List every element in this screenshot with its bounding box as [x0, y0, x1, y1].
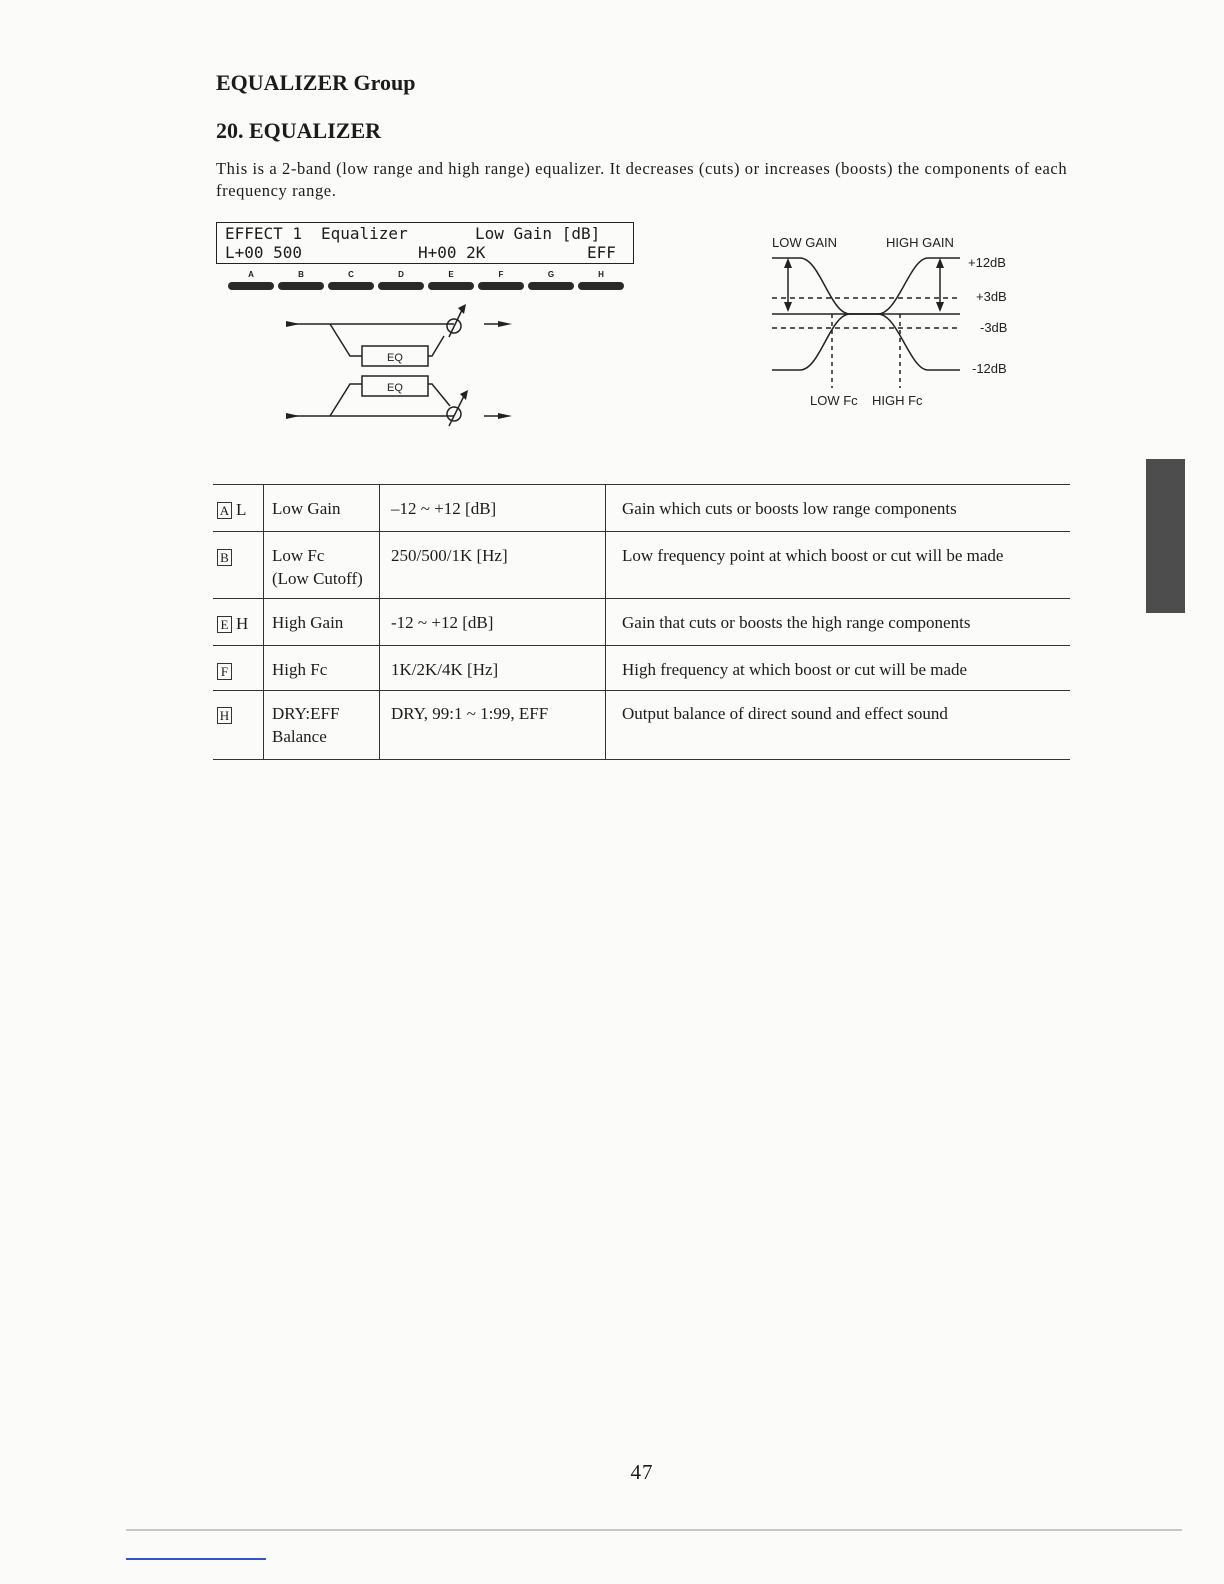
- lcd-row-1: [225, 224, 633, 243]
- low-gain-label: LOW GAIN: [772, 235, 838, 250]
- param-name-cell: [264, 599, 380, 646]
- knob-bar: [478, 282, 524, 290]
- param-name-cell: [264, 646, 380, 691]
- lcd-param-name: Low Gain [dB]: [475, 224, 601, 243]
- boost-curve: [772, 258, 960, 314]
- param-description: High frequency at which boost or cut will be made: [622, 660, 968, 679]
- db-level-label: -12dB: [972, 361, 1007, 376]
- lcd-low-value: L+00 500: [225, 243, 303, 262]
- knob-letter: A: [248, 270, 254, 279]
- param-name: Low Fc: [272, 546, 325, 565]
- param-name: Low Gain: [272, 499, 341, 518]
- param-key-box: F: [217, 663, 232, 680]
- knob-letter: F: [498, 270, 504, 279]
- db-level-label: +12dB: [968, 255, 1006, 270]
- lcd-effect-number: EFFECT 1: [225, 224, 303, 243]
- knob-h[interactable]: [578, 270, 624, 290]
- eq-block-upper-label: EQ: [387, 352, 403, 364]
- param-key-box: B: [217, 549, 232, 566]
- param-name: High Gain: [272, 613, 344, 632]
- knob-d[interactable]: [378, 270, 424, 290]
- param-key-cell: [213, 691, 264, 760]
- knob-letter: B: [298, 270, 304, 279]
- param-range: 1K/2K/4K [Hz]: [380, 646, 606, 691]
- param-key-box: H: [217, 707, 232, 724]
- param-name-cell: [264, 691, 380, 760]
- param-key-cell: [213, 532, 264, 599]
- knob-c[interactable]: [328, 270, 374, 290]
- effect-title: 20. EQUALIZER: [216, 118, 382, 143]
- eq-block-lower-label: EQ: [387, 382, 403, 394]
- knob-bar: [578, 282, 624, 290]
- arrowhead: [286, 413, 300, 419]
- arrowhead: [784, 302, 792, 312]
- knob-row: [228, 270, 628, 296]
- knob-letter: D: [398, 270, 404, 279]
- table-row: [213, 691, 1070, 760]
- db-level-label: +3dB: [976, 289, 1007, 304]
- param-key-cell: [213, 599, 264, 646]
- knob-bar: [278, 282, 324, 290]
- mixer-lower-slash: [449, 396, 464, 426]
- param-range: DRY, 99:1 ~ 1:99, EFF: [380, 691, 606, 760]
- table-row: [213, 599, 1070, 646]
- mixer-lower: [447, 407, 461, 421]
- arrowhead: [498, 413, 512, 419]
- intro-paragraph: This is a 2-band (low range and high range) equalizer. It decreases (cuts) or increases (boosts) the components of each frequency range.: [216, 159, 1068, 200]
- param-range: 250/500/1K [Hz]: [380, 532, 606, 599]
- section-group-heading: EQUALIZER Group: [216, 70, 416, 95]
- param-range: -12 ~ +12 [dB]: [380, 599, 606, 646]
- bottom-rule: [126, 1529, 1182, 1531]
- signal-flow-diagram: [282, 302, 512, 432]
- bottom-link-underline: [126, 1558, 266, 1560]
- param-key-cell: [213, 485, 264, 532]
- knob-letter: E: [448, 270, 454, 279]
- param-name: DRY:EFF: [272, 704, 340, 723]
- high-fc-label: HIGH Fc: [872, 393, 923, 408]
- knob-letter: H: [598, 270, 604, 279]
- param-description: Gain that cuts or boosts the high range components: [622, 613, 971, 632]
- knob-a[interactable]: [228, 270, 274, 290]
- arrowhead: [936, 258, 944, 268]
- parameter-table: [213, 484, 1070, 760]
- knob-bar: [528, 282, 574, 290]
- param-description: Gain which cuts or boosts low range components: [622, 499, 957, 518]
- knob-bar: [228, 282, 274, 290]
- arrowhead: [458, 304, 466, 314]
- arrowhead: [784, 258, 792, 268]
- knob-bar: [428, 282, 474, 290]
- param-key-cell: [213, 646, 264, 691]
- knob-f[interactable]: [478, 270, 524, 290]
- arrowhead: [286, 321, 300, 327]
- table-row: [213, 646, 1070, 691]
- gain-response-graph: [760, 228, 1030, 418]
- knob-letter: G: [547, 270, 555, 279]
- arrowhead: [936, 302, 944, 312]
- lcd-balance: EFF: [587, 243, 616, 262]
- param-name-line2: Balance: [272, 727, 327, 746]
- arrowhead: [460, 390, 468, 400]
- lcd-effect-name: Equalizer: [321, 224, 408, 243]
- knob-letter: C: [348, 270, 354, 279]
- page-number: 47: [630, 1460, 654, 1484]
- lcd-row-2: [225, 243, 633, 262]
- param-key-label: H: [236, 614, 249, 633]
- param-key-box: E: [217, 616, 232, 633]
- low-fc-label: LOW Fc: [810, 393, 858, 408]
- param-name-line2: (Low Cutoff): [272, 569, 363, 588]
- param-name-cell: [264, 485, 380, 532]
- table-row: [213, 532, 1070, 599]
- lcd-display: [216, 222, 634, 264]
- knob-b[interactable]: [278, 270, 324, 290]
- param-key-box: A: [217, 502, 232, 519]
- knob-bar: [378, 282, 424, 290]
- lcd-high-value: H+00 2K: [418, 243, 486, 262]
- param-name-cell: [264, 532, 380, 599]
- high-gain-label: HIGH GAIN: [886, 235, 954, 250]
- section-side-tab: [1146, 459, 1185, 613]
- param-description: Output balance of direct sound and effect sound: [622, 704, 948, 723]
- param-range: –12 ~ +12 [dB]: [380, 485, 606, 532]
- knob-e[interactable]: [428, 270, 474, 290]
- db-level-label: -3dB: [980, 320, 1008, 335]
- table-row: [213, 485, 1070, 532]
- knob-g[interactable]: [528, 270, 574, 290]
- param-name: High Fc: [272, 660, 328, 679]
- arrowhead: [498, 321, 512, 327]
- param-key-label: L: [236, 500, 247, 519]
- param-description: Low frequency point at which boost or cut will be made: [622, 546, 1004, 565]
- knob-bar: [328, 282, 374, 290]
- cut-curve: [772, 314, 960, 370]
